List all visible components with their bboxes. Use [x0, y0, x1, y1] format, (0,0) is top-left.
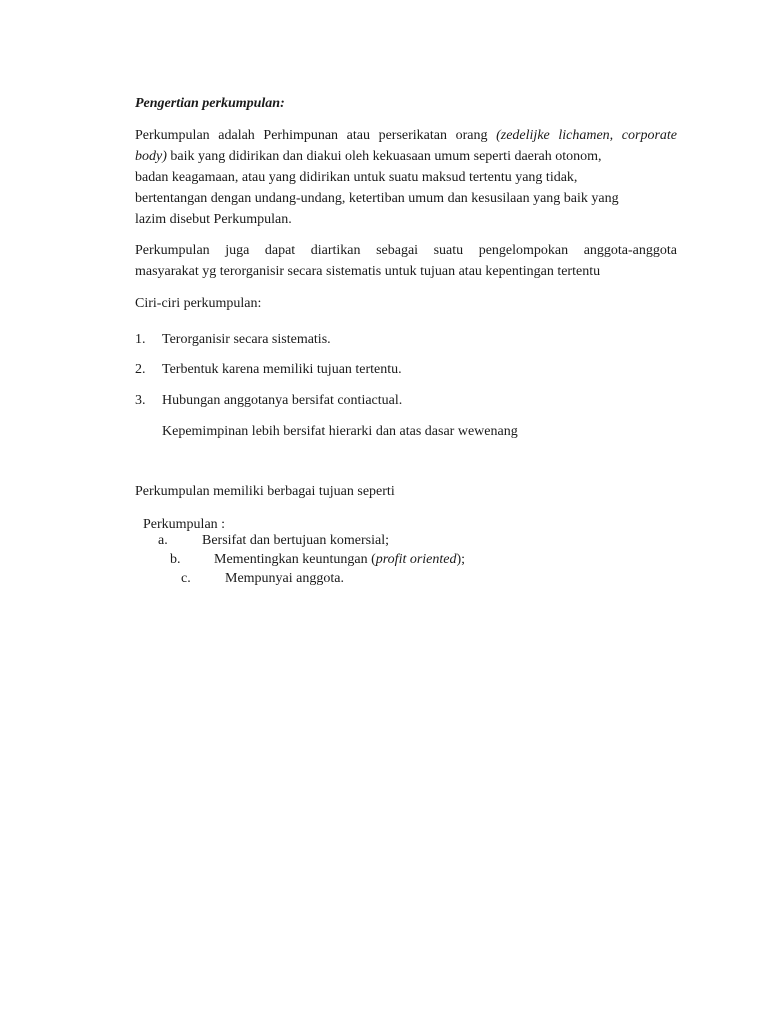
- alpha-list-item-italic: profit oriented: [375, 552, 457, 567]
- perkumpulan-label: Perkumpulan :: [143, 517, 226, 532]
- list-item: Hubungan anggotanya bersifat contiactual.: [162, 393, 403, 408]
- definition-line-2-text: baik yang didirikan dan diakui oleh kekuasaan umum seperti daerah otonom,: [166, 149, 602, 164]
- list-item: Terbentuk karena memiliki tujuan tertentu.: [162, 362, 402, 377]
- page-title: Pengertian perkumpulan:: [135, 96, 285, 111]
- alternate-definition-line-2: masyarakat yg terorganisir secara sistematis untuk tujuan atau kepentingan tertentu: [135, 264, 601, 279]
- alpha-list-letter: c.: [181, 571, 191, 586]
- list-item-continuation: Kepemimpinan lebih bersifat hierarki dan atas dasar wewenang: [162, 424, 518, 439]
- definition-line-5: lazim disebut Perkumpulan.: [135, 212, 292, 227]
- alpha-list-letter: a.: [158, 533, 168, 548]
- alpha-list-item: Bersifat dan bertujuan komersial;: [202, 533, 389, 548]
- definition-line-2: [135, 146, 677, 167]
- characteristics-heading: Ciri-ciri perkumpulan:: [135, 296, 262, 311]
- alpha-list-item-text: );: [456, 552, 466, 567]
- list-item-number: 3.: [135, 393, 146, 408]
- definition-line-2-italic: body): [135, 149, 167, 164]
- definition-line-1: [135, 125, 677, 146]
- list-item: Terorganisir secara sistematis.: [162, 332, 331, 347]
- definition-line-3: badan keagamaan, atau yang didirikan untuk suatu maksud tertentu yang tidak,: [135, 170, 578, 185]
- purpose-intro: Perkumpulan memiliki berbagai tujuan seperti: [135, 484, 395, 499]
- list-item-number: 1.: [135, 332, 146, 347]
- alternate-definition-line-1: Perkumpulan juga dapat diartikan sebagai suatu pengelompokan anggota-anggota: [135, 243, 677, 258]
- alpha-list-item: [214, 549, 465, 570]
- list-item-number: 2.: [135, 362, 146, 377]
- alpha-list-item: Mempunyai anggota.: [225, 571, 344, 586]
- alpha-list-letter: b.: [170, 552, 181, 567]
- alpha-list-item-text: Mementingkan keuntungan (: [214, 552, 376, 567]
- definition-line-1-text: Perkumpulan adalah Perhimpunan atau perserikatan orang: [135, 128, 497, 143]
- definition-line-4: bertentangan dengan undang-undang, ketertiban umum dan kesusilaan yang baik yang: [135, 191, 619, 206]
- definition-paragraph: [135, 125, 677, 230]
- alternate-definition-paragraph: [135, 240, 677, 282]
- definition-line-1-italic: (zedelijke lichamen, corporate: [496, 128, 677, 143]
